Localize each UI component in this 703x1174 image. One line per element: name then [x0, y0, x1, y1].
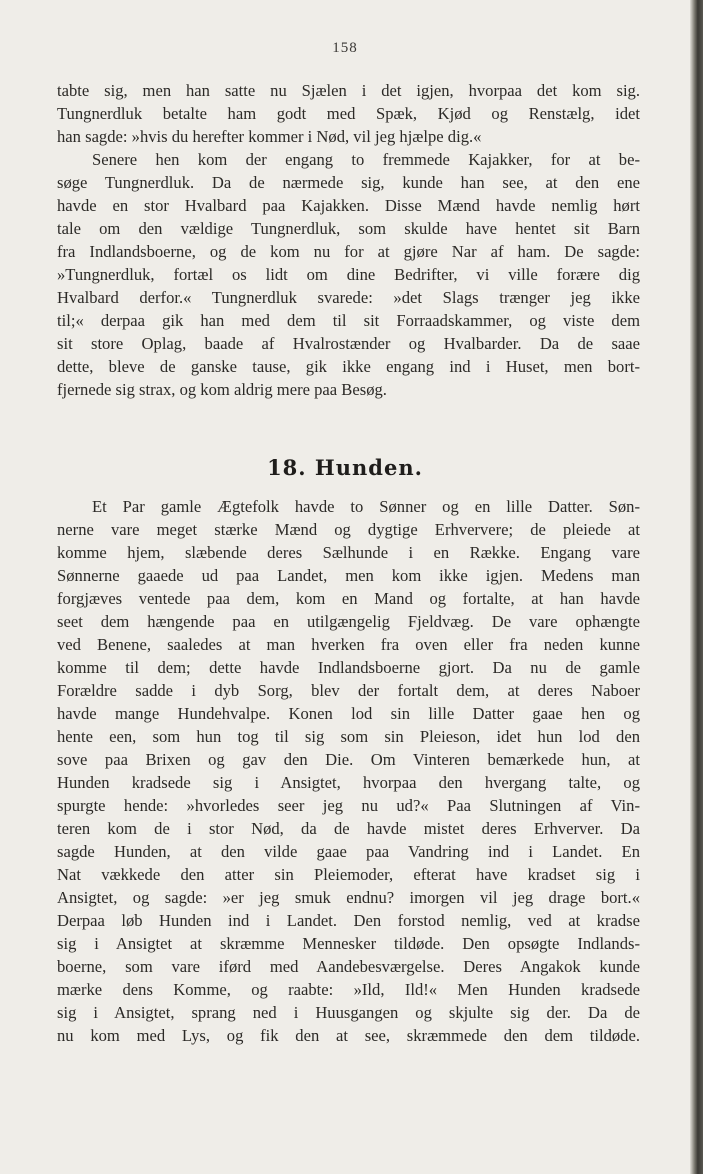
text-line: ved Benene, saaledes at man hverken fra oven eller fra neden kunne: [57, 635, 640, 654]
text-line: teren kom de i stor Nød, da de havde mistet deres Erhverver. Da: [57, 819, 640, 838]
text-line: Senere hen kom der engang to fremmede Kajakker, for at be-: [92, 150, 640, 169]
text-line: nerne vare meget stærke Mænd og dygtige Erhververe; de pleiede at: [57, 520, 640, 539]
page-number: 158: [332, 40, 358, 56]
text-line: sove paa Brixen og gav den Die. Om Vinteren bemærkede hun, at: [57, 750, 640, 769]
text-line: søge Tungnerdluk. Da de nærmede sig, kunde han see, at den ene: [57, 173, 640, 192]
text-line: sit store Oplag, baade af Hvalrostænder og Hvalbarder. Da de saae: [57, 334, 640, 353]
text-line: fjernede sig strax, og kom aldrig mere paa Besøg.: [57, 380, 387, 399]
text-line: Forældre sadde i dyb Sorg, blev der fortalt dem, at deres Naboer: [57, 681, 640, 700]
text-line: Hvalbard derfor.« Tungnerdluk svarede: »det Slags trænger jeg ikke: [57, 288, 640, 307]
text-line: havde en stor Hvalbard paa Kajakken. Disse Mænd havde nemlig hørt: [57, 196, 640, 215]
text-line: havde mange Hundehvalpe. Konen lod sin lille Datter gaae hen og: [57, 704, 640, 723]
section-heading: 18. Hunden.: [267, 455, 423, 480]
text-line: nu kom med Lys, og fik den at see, skræmmede den dem tildøde.: [57, 1026, 640, 1045]
text-line: forgjæves ventede paa dem, kom en Mand og fortalte, at han havde: [57, 589, 640, 608]
text-line: Sønnerne gaaede ud paa Landet, men kom ikke igjen. Medens man: [57, 566, 640, 585]
text-line: tale om den vældige Tungnerdluk, som skulde have hentet sit Barn: [57, 219, 640, 238]
text-line: tabte sig, men han satte nu Sjælen i det igjen, hvorpaa det kom sig.: [57, 81, 640, 100]
text-line: Derpaa løb Hunden ind i Landet. Den forstod nemlig, ved at kradse: [57, 911, 640, 930]
text-line: sig i Ansigtet, sprang ned i Huusgangen og skjulte sig der. Da de: [57, 1003, 640, 1022]
text-line: Et Par gamle Ægtefolk havde to Sønner og en lille Datter. Søn-: [92, 497, 640, 516]
text-line: seet dem hængende paa en utilgængelig Fjeldvæg. De vare ophængte: [57, 612, 640, 631]
text-line: fra Indlandsboerne, og de kom nu for at gjøre Nar af ham. De sagde:: [57, 242, 640, 261]
text-line: »Tungnerdluk, fortæl os lidt om dine Bedrifter, vi ville forære dig: [57, 265, 640, 284]
text-line: Ansigtet, og sagde: »er jeg smuk endnu? imorgen vil jeg drage bort.«: [57, 888, 640, 907]
text-line: han sagde: »hvis du herefter kommer i Nød, vil jeg hjælpe dig.«: [57, 127, 482, 146]
text-line: Nat vækkede den atter sin Pleiemoder, efterat have kradset sig i: [57, 865, 640, 884]
text-line: spurgte hende: »hvorledes seer jeg nu ud?« Paa Slutningen af Vin-: [57, 796, 640, 815]
text-line: Tungnerdluk betalte ham godt med Spæk, Kjød og Renstælg, idet: [57, 104, 640, 123]
text-line: mærke dens Komme, og raabte: »Ild, Ild!« Men Hunden kradsede: [57, 980, 640, 999]
text-line: hente een, som hun tog til sig som sin Pleieson, idet hun lod den: [57, 727, 640, 746]
text-line: sagde Hunden, at den vilde gaae paa Vandring ind i Landet. En: [57, 842, 640, 861]
page-edge: [690, 0, 703, 1174]
text-line: boerne, som vare iførd med Aandebesværgelse. Deres Angakok kunde: [57, 957, 640, 976]
text-line: komme til dem; dette havde Indlandsboerne gjort. Da nu de gamle: [57, 658, 640, 677]
text-line: dette, bleve de ganske tause, gik ikke engang ind i Huset, men bort-: [57, 357, 640, 376]
text-line: til;« derpaa gik han med dem til sit Forraadskammer, og viste dem: [57, 311, 640, 330]
text-line: Hunden kradsede sig i Ansigtet, hvorpaa den hvergang talte, og: [57, 773, 640, 792]
text-line: komme hjem, slæbende deres Sælhunde i en Række. Engang vare: [57, 543, 640, 562]
text-line: sig i Ansigtet at skræmme Mennesker tildøde. Den opsøgte Indlands-: [57, 934, 640, 953]
